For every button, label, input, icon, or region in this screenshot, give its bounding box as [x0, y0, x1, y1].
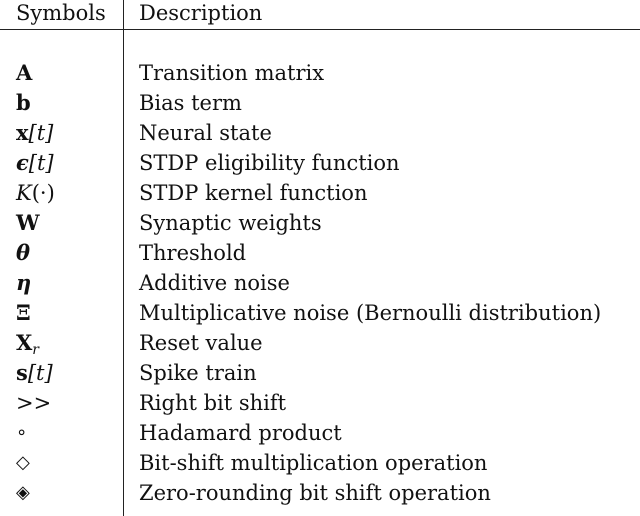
symbol-subscript: r [32, 342, 39, 358]
table-row [0, 178, 640, 208]
table-row [0, 418, 640, 448]
symbol-argument: (·) [31, 181, 55, 205]
table-row [0, 148, 640, 178]
symbol-argument: [t] [27, 361, 53, 385]
symbol-main: s [16, 360, 28, 385]
table-row [0, 478, 640, 508]
table-row [0, 58, 640, 88]
symbol-cell [16, 328, 39, 358]
description-cell: Neural state [139, 121, 272, 145]
description-cell: Hadamard product [139, 421, 342, 445]
table-row [0, 298, 640, 328]
hadamard-icon: ∘ [16, 422, 28, 443]
table-row [0, 328, 640, 358]
symbol-cell: A [16, 60, 33, 85]
symbol-cell: Ξ [16, 300, 31, 325]
symbol-cell [16, 358, 53, 388]
description-cell: Zero-rounding bit shift operation [139, 481, 491, 505]
description-cell: STDP kernel function [139, 181, 368, 205]
description-cell: Bit-shift multiplication operation [139, 451, 488, 475]
table-row [0, 358, 640, 388]
symbol-main: ϵ [16, 150, 29, 175]
table-row [0, 88, 640, 118]
table-row [0, 388, 640, 418]
description-cell: Additive noise [139, 271, 290, 295]
symbol-argument: [t] [28, 151, 54, 175]
table-row [0, 118, 640, 148]
table-row [0, 208, 640, 238]
table-row [0, 238, 640, 268]
symbol-cell: >> [16, 391, 52, 415]
description-cell: Reset value [139, 331, 263, 355]
symbol-cell [16, 178, 55, 208]
description-cell: STDP eligibility function [139, 151, 400, 175]
table-row [0, 448, 640, 478]
description-cell: Spike train [139, 361, 257, 385]
symbol-cell: θ [16, 240, 31, 265]
symbol-cell: η [16, 270, 32, 295]
diamond-icon: ◇ [16, 452, 30, 473]
symbol-main: x [16, 120, 29, 145]
symbol-main: K [16, 181, 32, 205]
symbol-cell [16, 118, 53, 148]
header-description: Description [139, 1, 263, 25]
header-symbols: Symbols [16, 1, 106, 25]
symbol-argument: [t] [28, 121, 54, 145]
header-rule [0, 29, 640, 30]
symbol-cell: b [16, 90, 31, 115]
table-row [0, 268, 640, 298]
description-cell: Threshold [139, 241, 247, 265]
description-cell: Bias term [139, 91, 242, 115]
description-cell: Transition matrix [139, 61, 325, 85]
description-cell: Right bit shift [139, 391, 287, 415]
symbol-cell [16, 148, 54, 178]
diamond-dot-icon: ◈ [16, 482, 30, 503]
symbol-main: X [16, 330, 33, 355]
description-cell: Synaptic weights [139, 211, 322, 235]
symbol-cell: W [16, 210, 40, 235]
description-cell: Multiplicative noise (Bernoulli distribution) [139, 301, 602, 325]
